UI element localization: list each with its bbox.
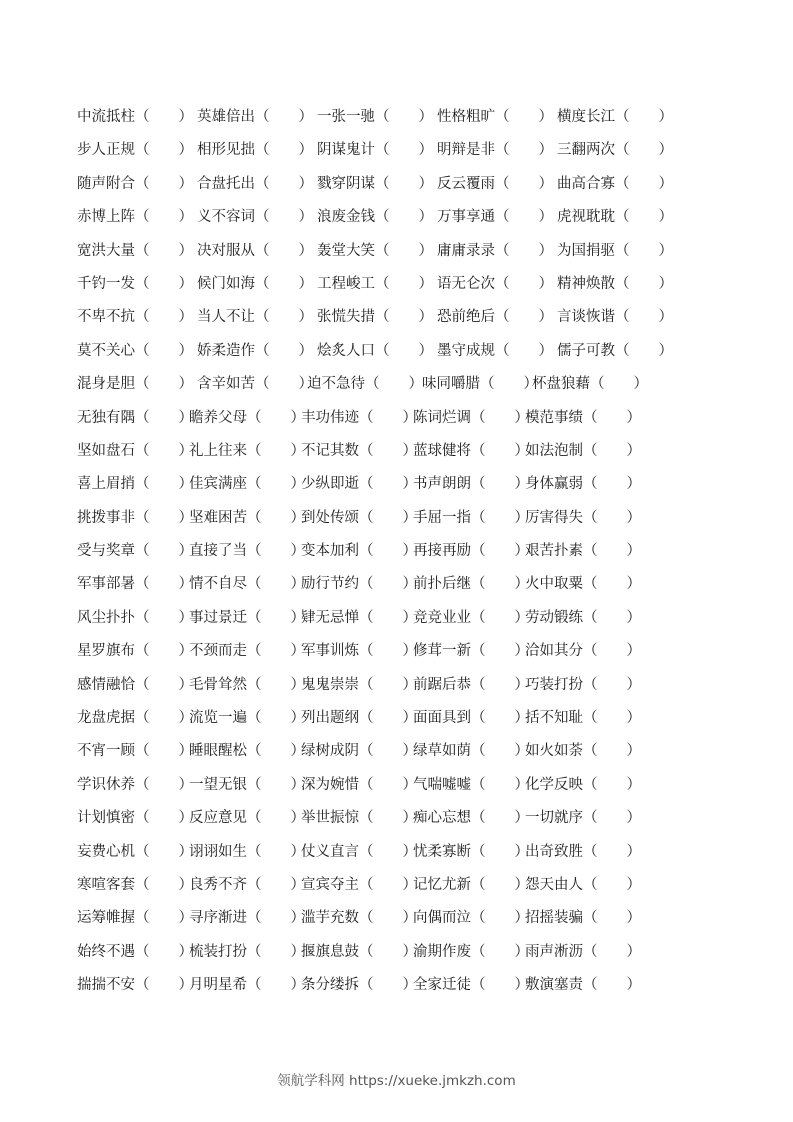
idiom-item: 毛骨耸然（ ）: [189, 676, 305, 693]
idiom-item: 如火如荼（ ）: [525, 743, 641, 760]
idiom-item: 龙盘虎据（ ）: [77, 710, 193, 727]
idiom-item: 睡眼醒松（ ）: [189, 743, 305, 760]
idiom-item: 深为婉惜（ ）: [301, 776, 417, 793]
page-footer-watermark: 领航学科网 https://xueke.jmkzh.com: [277, 1073, 516, 1089]
idiom-item: 佳宾满座（ ）: [189, 476, 305, 493]
idiom-row: [77, 138, 777, 171]
idiom-item: 挑拨事非（ ）: [77, 509, 193, 526]
idiom-item: 全家迁徒（ ）: [413, 977, 529, 994]
idiom-row: [77, 873, 777, 906]
idiom-item: 气喘嘘嘘（ ）: [413, 776, 529, 793]
idiom-item: 工程峻工（ ）: [317, 275, 433, 292]
idiom-item: 火中取粟（ ）: [525, 576, 641, 593]
idiom-item: 相形见拙（ ）: [197, 142, 313, 159]
idiom-item: 瞻养父母（ ）: [189, 409, 305, 426]
idiom-row: [77, 239, 777, 272]
idiom-item: 绿树成阴（ ）: [301, 743, 417, 760]
idiom-item: 为国捐驱（ ）: [557, 242, 673, 259]
idiom-item: 丰功伟迹（ ）: [301, 409, 417, 426]
idiom-row: [77, 272, 777, 305]
idiom-item: 万事享通（ ）: [437, 209, 553, 226]
idiom-item: 英雄倍出（ ）: [197, 109, 313, 125]
idiom-item: 修茸一新（ ）: [413, 643, 529, 660]
idiom-item: 言谈恢谐（ ）: [557, 309, 673, 326]
idiom-item: 军事训炼（ ）: [301, 643, 417, 660]
idiom-item: 不记其数（ ）: [301, 442, 417, 459]
idiom-item: 候门如海（ ）: [197, 275, 313, 292]
idiom-item: 忧柔寡断（ ）: [413, 843, 529, 860]
idiom-item: 记忆尤新（ ）: [413, 876, 529, 893]
idiom-item: 陈词烂调（ ）: [413, 409, 529, 426]
idiom-row: [77, 606, 777, 639]
idiom-item: 风尘扑扑（ ）: [77, 609, 193, 626]
idiom-item: 事过景迁（ ）: [189, 609, 305, 626]
idiom-item: 揠旗息鼓（ ）: [301, 943, 417, 960]
idiom-row: [77, 105, 777, 138]
idiom-item: 括不知耻（ ）: [525, 710, 641, 727]
idiom-item: 前扑后继（ ）: [413, 576, 529, 593]
idiom-row: [77, 339, 777, 372]
idiom-item: 揣揣不安（ ）: [77, 977, 193, 994]
idiom-item: 恐前绝后（ ）: [437, 309, 553, 326]
idiom-item: 张慌失措（ ）: [317, 309, 433, 326]
idiom-row: [77, 840, 777, 873]
idiom-item: 模范事绩（ ）: [525, 409, 641, 426]
idiom-row: [77, 506, 777, 539]
idiom-row: [77, 940, 777, 973]
idiom-item: 化学反映（ ）: [525, 776, 641, 793]
idiom-item: 艰苦扑素（ ）: [525, 543, 641, 560]
idiom-row: [77, 572, 777, 605]
idiom-item: 不宵一顾（ ）: [77, 743, 193, 760]
idiom-item: 寻序渐进（ ）: [189, 910, 305, 927]
idiom-row: [77, 539, 777, 572]
idiom-item: 庸庸录录（ ）: [437, 242, 553, 259]
idiom-item: 杯盘狼藉（ ）: [532, 376, 648, 393]
idiom-item: 横度长江（ ）: [557, 109, 673, 125]
idiom-item: 性格粗旷（ ）: [437, 109, 553, 125]
idiom-item: 娇柔造作（ ）: [197, 342, 313, 359]
idiom-item: 合盘托出（ ）: [197, 175, 313, 192]
idiom-item: 反云覆雨（ ）: [437, 175, 553, 192]
idiom-item: 寒喧客套（ ）: [77, 876, 193, 893]
idiom-item: 计划慎密（ ）: [77, 810, 193, 827]
idiom-item: 诩诩如生（ ）: [189, 843, 305, 860]
idiom-row: [77, 406, 777, 439]
idiom-item: 渝期作废（ ）: [413, 943, 529, 960]
idiom-item: 运筹帷握（ ）: [77, 910, 193, 927]
idiom-row: [77, 773, 777, 806]
idiom-item: 绿草如荫（ ）: [413, 743, 529, 760]
idiom-row: [77, 639, 777, 672]
idiom-item: 精神焕散（ ）: [557, 275, 673, 292]
idiom-item: 虎视耽耽（ ）: [557, 209, 673, 226]
idiom-item: 巧装打扮（ ）: [525, 676, 641, 693]
idiom-item: 到处传颂（ ）: [301, 509, 417, 526]
idiom-item: 三翻两次（ ）: [557, 142, 673, 159]
idiom-row: [77, 906, 777, 939]
idiom-item: 戮穿阴谋（ ）: [317, 175, 433, 192]
idiom-item: 前踞后恭（ ）: [413, 676, 529, 693]
idiom-item: 味同嚼腊（ ）: [422, 376, 538, 393]
idiom-item: 鬼鬼崇崇（ ）: [301, 676, 417, 693]
idiom-item: 励行节约（ ）: [301, 576, 417, 593]
idiom-item: 混身是胆（ ）: [77, 376, 193, 393]
idiom-item: 浪废金钱（ ）: [317, 209, 433, 226]
idiom-row: [77, 739, 777, 772]
idiom-item: 千钓一发（ ）: [77, 275, 193, 292]
idiom-item: 学识休养（ ）: [77, 776, 193, 793]
idiom-item: 举世振惊（ ）: [301, 810, 417, 827]
idiom-item: 痴心忘想（ ）: [413, 810, 529, 827]
idiom-item: 手屈一指（ ）: [413, 509, 529, 526]
idiom-row: [77, 673, 777, 706]
idiom-item: 怨天由人（ ）: [525, 876, 641, 893]
idiom-item: 坚难困苦（ ）: [189, 509, 305, 526]
idiom-item: 一张一驰（ ）: [317, 109, 433, 125]
idiom-item: 中流抵柱（ ）: [77, 109, 193, 125]
idiom-correction-list: [77, 105, 777, 1007]
idiom-item: 如法泡制（ ）: [525, 442, 641, 459]
idiom-item: 情不自尽（ ）: [189, 576, 305, 593]
idiom-item: 步人正规（ ）: [77, 142, 193, 159]
idiom-item: 明辩是非（ ）: [437, 142, 553, 159]
idiom-item: 宽洪大量（ ）: [77, 242, 193, 259]
idiom-item: 书声朗朗（ ）: [413, 476, 529, 493]
idiom-row: [77, 472, 777, 505]
idiom-item: 语无仑次（ ）: [437, 275, 553, 292]
idiom-item: 军事部暑（ ）: [77, 576, 193, 593]
idiom-item: 敷演塞责（ ）: [525, 977, 641, 994]
idiom-item: 条分缕拆（ ）: [301, 977, 417, 994]
idiom-item: 洽如其分（ ）: [525, 643, 641, 660]
idiom-item: 不颈而走（ ）: [189, 643, 305, 660]
idiom-item: 义不容词（ ）: [197, 209, 313, 226]
idiom-item: 劳动锻练（ ）: [525, 609, 641, 626]
idiom-item: 曲高合寡（ ）: [557, 175, 673, 192]
idiom-item: 雨声淅沥（ ）: [525, 943, 641, 960]
idiom-item: 滥芋充数（ ）: [301, 910, 417, 927]
idiom-row: [77, 305, 777, 338]
idiom-item: 身体赢弱（ ）: [525, 476, 641, 493]
idiom-item: 面面具到（ ）: [413, 710, 529, 727]
idiom-item: 坚如盘石（ ）: [77, 442, 193, 459]
idiom-item: 一切就序（ ）: [525, 810, 641, 827]
idiom-row: [77, 806, 777, 839]
idiom-item: 感情融恰（ ）: [77, 676, 193, 693]
idiom-item: 变本加利（ ）: [301, 543, 417, 560]
idiom-item: 礼上往来（ ）: [189, 442, 305, 459]
idiom-item: 轰堂大笑（ ）: [317, 242, 433, 259]
idiom-item: 直接了当（ ）: [189, 543, 305, 560]
idiom-item: 再接再励（ ）: [413, 543, 529, 560]
idiom-item: 不卑不抗（ ）: [77, 309, 193, 326]
idiom-item: 决对服从（ ）: [197, 242, 313, 259]
idiom-item: 阴谋鬼计（ ）: [317, 142, 433, 159]
idiom-item: 赤博上阵（ ）: [77, 209, 193, 226]
idiom-item: 妄费心机（ ）: [77, 843, 193, 860]
idiom-item: 出奇致胜（ ）: [525, 843, 641, 860]
idiom-item: 星罗旗布（ ）: [77, 643, 193, 660]
idiom-item: 梳装打扮（ ）: [189, 943, 305, 960]
idiom-item: 向偶而泣（ ）: [413, 910, 529, 927]
idiom-item: 当人不让（ ）: [197, 309, 313, 326]
idiom-item: 喜上眉捎（ ）: [77, 476, 193, 493]
idiom-item: 无独有隅（ ）: [77, 409, 193, 426]
idiom-row: [77, 172, 777, 205]
idiom-item: 迫不急待（ ）: [307, 376, 423, 393]
idiom-item: 宣宾夺主（ ）: [301, 876, 417, 893]
idiom-item: 流览一遍（ ）: [189, 710, 305, 727]
idiom-item: 墨守成规（ ）: [437, 342, 553, 359]
idiom-item: 蓝球健将（ ）: [413, 442, 529, 459]
idiom-item: 始终不遇（ ）: [77, 943, 193, 960]
idiom-item: 一望无银（ ）: [189, 776, 305, 793]
idiom-row: [77, 372, 777, 405]
idiom-item: 含辛如苦（ ）: [197, 376, 313, 393]
idiom-item: 受与奖章（ ）: [77, 543, 193, 560]
idiom-item: 烩炙人口（ ）: [317, 342, 433, 359]
idiom-row: [77, 706, 777, 739]
idiom-item: 仗义直言（ ）: [301, 843, 417, 860]
idiom-item: 列出题纲（ ）: [301, 710, 417, 727]
idiom-row: [77, 973, 777, 1006]
idiom-item: 随声附合（ ）: [77, 175, 193, 192]
idiom-row: [77, 205, 777, 238]
idiom-row: [77, 439, 777, 472]
idiom-item: 莫不关心（ ）: [77, 342, 193, 359]
idiom-item: 良秀不齐（ ）: [189, 876, 305, 893]
idiom-item: 肄无忌惮（ ）: [301, 609, 417, 626]
idiom-item: 竞竞业业（ ）: [413, 609, 529, 626]
idiom-item: 少纵即逝（ ）: [301, 476, 417, 493]
idiom-item: 厉害得失（ ）: [525, 509, 641, 526]
idiom-item: 儒子可教（ ）: [557, 342, 673, 359]
idiom-item: 月明星希（ ）: [189, 977, 305, 994]
idiom-item: 反应意见（ ）: [189, 810, 305, 827]
idiom-item: 招摇装骗（ ）: [525, 910, 641, 927]
